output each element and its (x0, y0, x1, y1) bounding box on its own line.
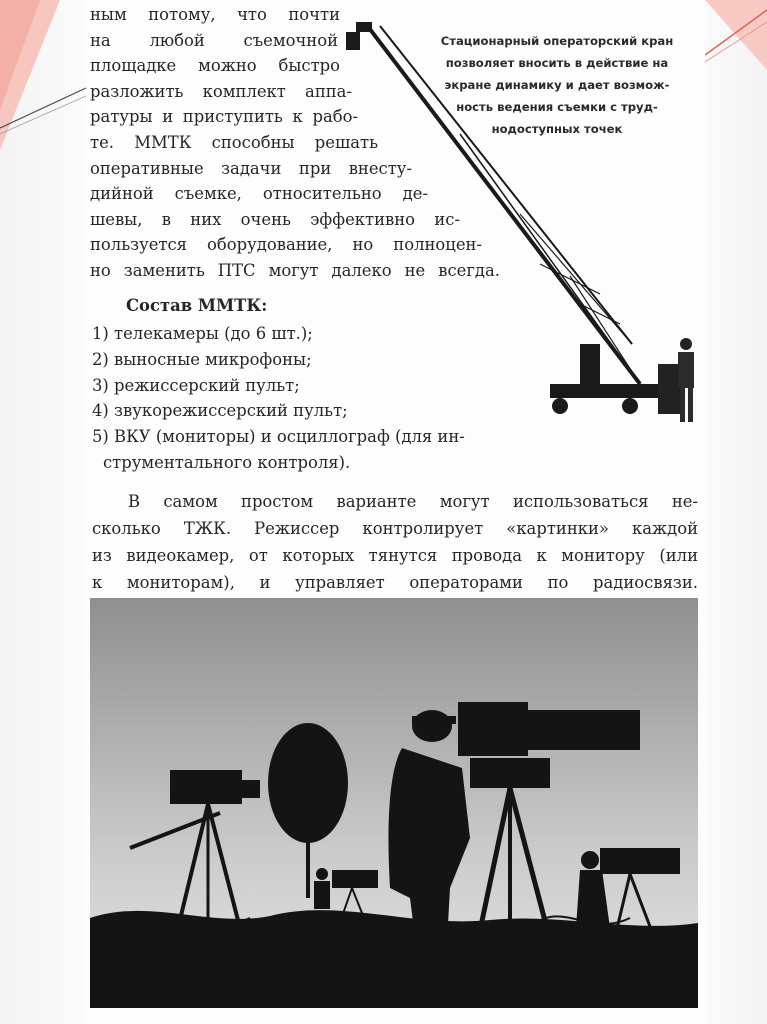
paragraph-1-line: но заменить ПТС могут далеко не всегда. (90, 260, 500, 280)
paragraph-2-line: из видеокамер, от которых тянутся провода к монитору (или (92, 546, 698, 565)
paragraph-1-line: дийной съемке, относительно де- (90, 184, 428, 204)
paragraph-2-line: к мониторам), и управляет операторами по радиосвязи. (92, 573, 698, 592)
paragraph-1-line: ным потому, что почти (90, 5, 340, 24)
list-item-text: 3) режиссерский пульт; (92, 375, 300, 395)
crane-caption (412, 30, 702, 140)
list-item-text: 4) звукорежиссерский пульт; (92, 401, 348, 421)
caption-line: экране динамику и дает возмож- (444, 78, 670, 92)
frame-decoration-right (705, 0, 767, 120)
paragraph-1-line: оперативные задачи при внесту- (90, 158, 412, 178)
camera-operators-photo (90, 598, 698, 1008)
list-item-text: 2) выносные микрофоны; (92, 349, 312, 369)
paragraph-1-line: ратуры и приступить к рабо- (90, 107, 358, 127)
paragraph-1-line: разложить комплект аппа- (90, 81, 352, 101)
caption-line: ность ведения съемки с труд- (456, 100, 658, 114)
paragraph-1-line: на любой съемочной (90, 30, 338, 50)
paragraph-1-line: те. ММТК способны решать (90, 132, 378, 152)
paragraph-1-line: шевы, в них очень эффективно ис- (90, 209, 460, 229)
paragraph-2 (92, 488, 698, 596)
frame-decoration (0, 0, 86, 200)
list-item (92, 424, 465, 476)
list-item-text: 1) телекамеры (до 6 шт.); (92, 324, 313, 343)
caption-line: Стационарный операторский кран (440, 34, 674, 48)
list-item (92, 373, 465, 399)
list-item-continuation: струментального контроля). (103, 452, 351, 472)
list-item (92, 347, 465, 373)
list-heading: Состав ММТК: (126, 296, 268, 315)
list-item (92, 321, 465, 347)
paragraph-2-line: В самом простом варианте могут использоваться не- (128, 492, 698, 511)
list-item-text: 5) ВКУ (мониторы) и осциллограф (для ин- (92, 427, 465, 447)
list-item (92, 398, 465, 424)
components-list (92, 321, 465, 476)
paragraph-1-line: площадке можно быстро (90, 56, 340, 76)
slide-frame-right (705, 0, 767, 1024)
caption-line: нодоступных точек (491, 122, 623, 136)
slide-frame-left (0, 0, 86, 1024)
paragraph-1-line: пользуется оборудование, но полноцен- (90, 235, 482, 255)
paragraph-2-line: сколько ТЖК. Режиссер контролирует «картинки» каждой (92, 519, 698, 538)
caption-line: позволяет вносить в действие на (445, 56, 669, 70)
